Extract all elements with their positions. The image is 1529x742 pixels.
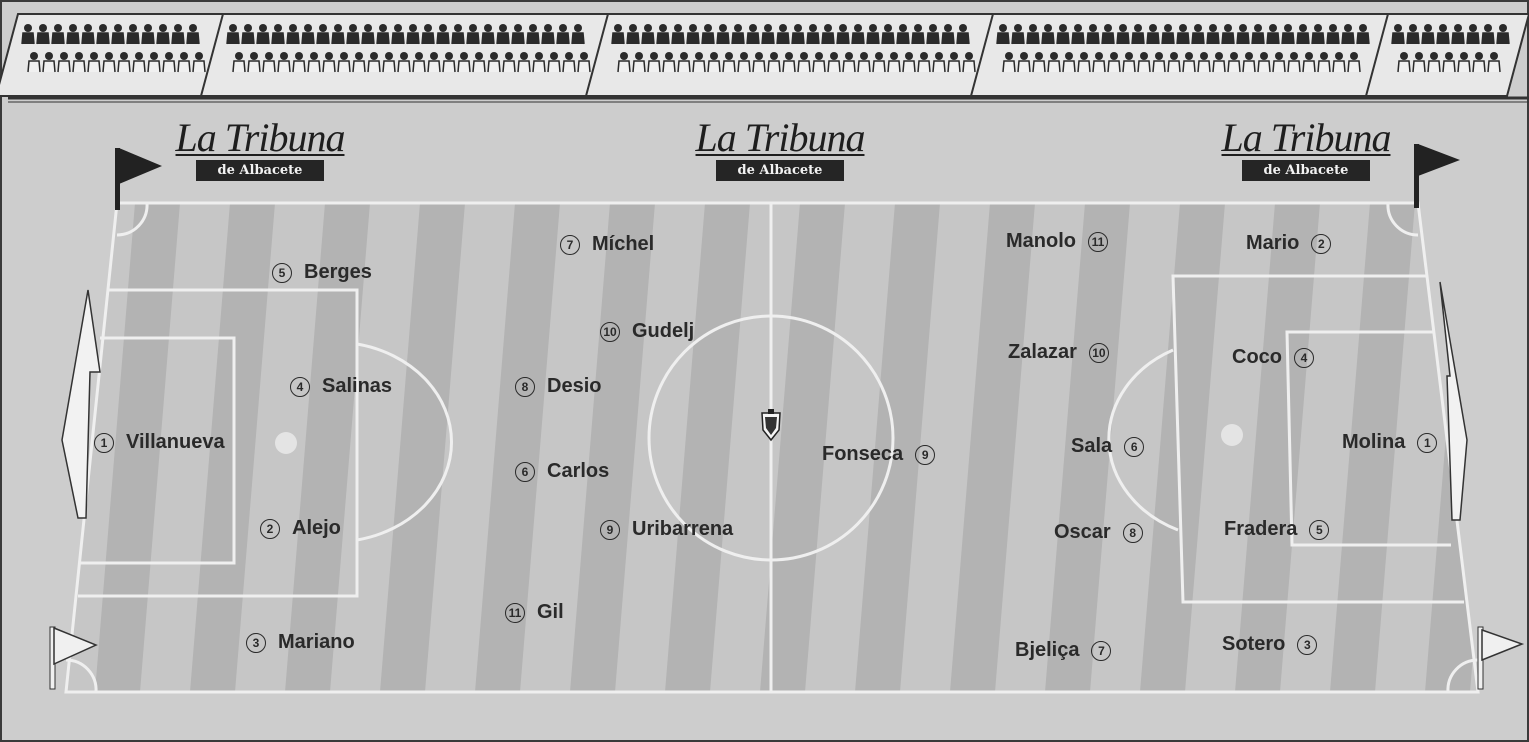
brand-subtitle: de Albacete (196, 160, 325, 181)
shirt-number: 11 (505, 603, 525, 623)
brand-subtitle: de Albacete (1242, 160, 1371, 181)
player-name: Coco (1232, 346, 1282, 368)
shirt-number: 4 (1294, 348, 1314, 368)
shirt-number: 4 (290, 377, 310, 397)
shirt-number: 6 (515, 462, 535, 482)
home-player (515, 375, 601, 398)
player-name: Berges (304, 261, 372, 283)
home-player (505, 601, 564, 624)
home-player (272, 261, 372, 284)
shirt-number: 1 (1417, 433, 1437, 453)
brand-title: La Tribuna (175, 115, 345, 160)
player-name: Mario (1246, 232, 1300, 254)
player-name: Gil (537, 601, 564, 623)
player-name: Alejo (292, 517, 341, 539)
brand-logo-center (690, 115, 870, 181)
shirt-number: 11 (1088, 232, 1108, 252)
shirt-number: 5 (272, 263, 292, 283)
shirt-number: 9 (600, 520, 620, 540)
player-name: Míchel (592, 233, 655, 255)
brand-logo-right (1216, 115, 1396, 181)
player-name: Desio (547, 375, 602, 397)
spectators-stand-icon (0, 14, 1529, 96)
brand-title: La Tribuna (695, 115, 865, 160)
shirt-number: 9 (915, 445, 935, 465)
player-name: Sala (1071, 435, 1113, 457)
player-name: Uribarrena (632, 518, 734, 540)
shirt-number: 8 (1123, 523, 1143, 543)
shirt-number: 10 (1089, 343, 1109, 363)
shirt-number: 6 (1124, 437, 1144, 457)
shirt-number: 7 (1091, 641, 1111, 661)
away-player (1054, 521, 1143, 544)
away-player (1015, 639, 1111, 662)
shirt-number: 5 (1309, 520, 1329, 540)
away-player (1224, 518, 1329, 541)
shirt-number: 2 (1311, 234, 1331, 254)
away-player (1342, 431, 1437, 454)
home-player (600, 518, 733, 541)
home-player (260, 517, 341, 540)
shirt-number: 3 (246, 633, 266, 653)
home-player (600, 320, 694, 343)
brand-title: La Tribuna (1221, 115, 1391, 160)
player-name: Carlos (547, 460, 610, 482)
shirt-number: 3 (1297, 635, 1317, 655)
player-name: Salinas (322, 375, 393, 397)
away-player (1071, 435, 1144, 458)
away-player (1246, 232, 1331, 255)
player-name: Mariano (278, 631, 355, 653)
shirt-number: 2 (260, 519, 280, 539)
home-player (94, 431, 225, 454)
home-player (560, 233, 654, 256)
player-name: Fonseca (822, 443, 904, 465)
shirt-number: 1 (94, 433, 114, 453)
player-name: Zalazar (1008, 341, 1077, 363)
shirt-number: 8 (515, 377, 535, 397)
shirt-number: 7 (560, 235, 580, 255)
away-player (1006, 230, 1108, 253)
away-player (1008, 341, 1109, 364)
player-name: Molina (1342, 431, 1406, 453)
away-player (822, 443, 935, 466)
left-penalty-spot (275, 432, 297, 454)
away-player (1222, 633, 1317, 656)
player-name: Sotero (1222, 633, 1286, 655)
player-name: Gudelj (632, 320, 695, 342)
home-player (515, 460, 609, 483)
brand-logo-left (170, 115, 350, 181)
home-player (246, 631, 355, 654)
player-name: Fradera (1224, 518, 1298, 540)
shirt-number: 10 (600, 322, 620, 342)
away-player (1232, 346, 1314, 369)
home-player (290, 375, 392, 398)
right-penalty-spot (1221, 424, 1243, 446)
player-name: Oscar (1054, 521, 1111, 543)
brand-subtitle: de Albacete (716, 160, 845, 181)
player-name: Bjeliça (1015, 639, 1080, 661)
player-name: Villanueva (126, 431, 225, 453)
player-name: Manolo (1006, 230, 1076, 252)
